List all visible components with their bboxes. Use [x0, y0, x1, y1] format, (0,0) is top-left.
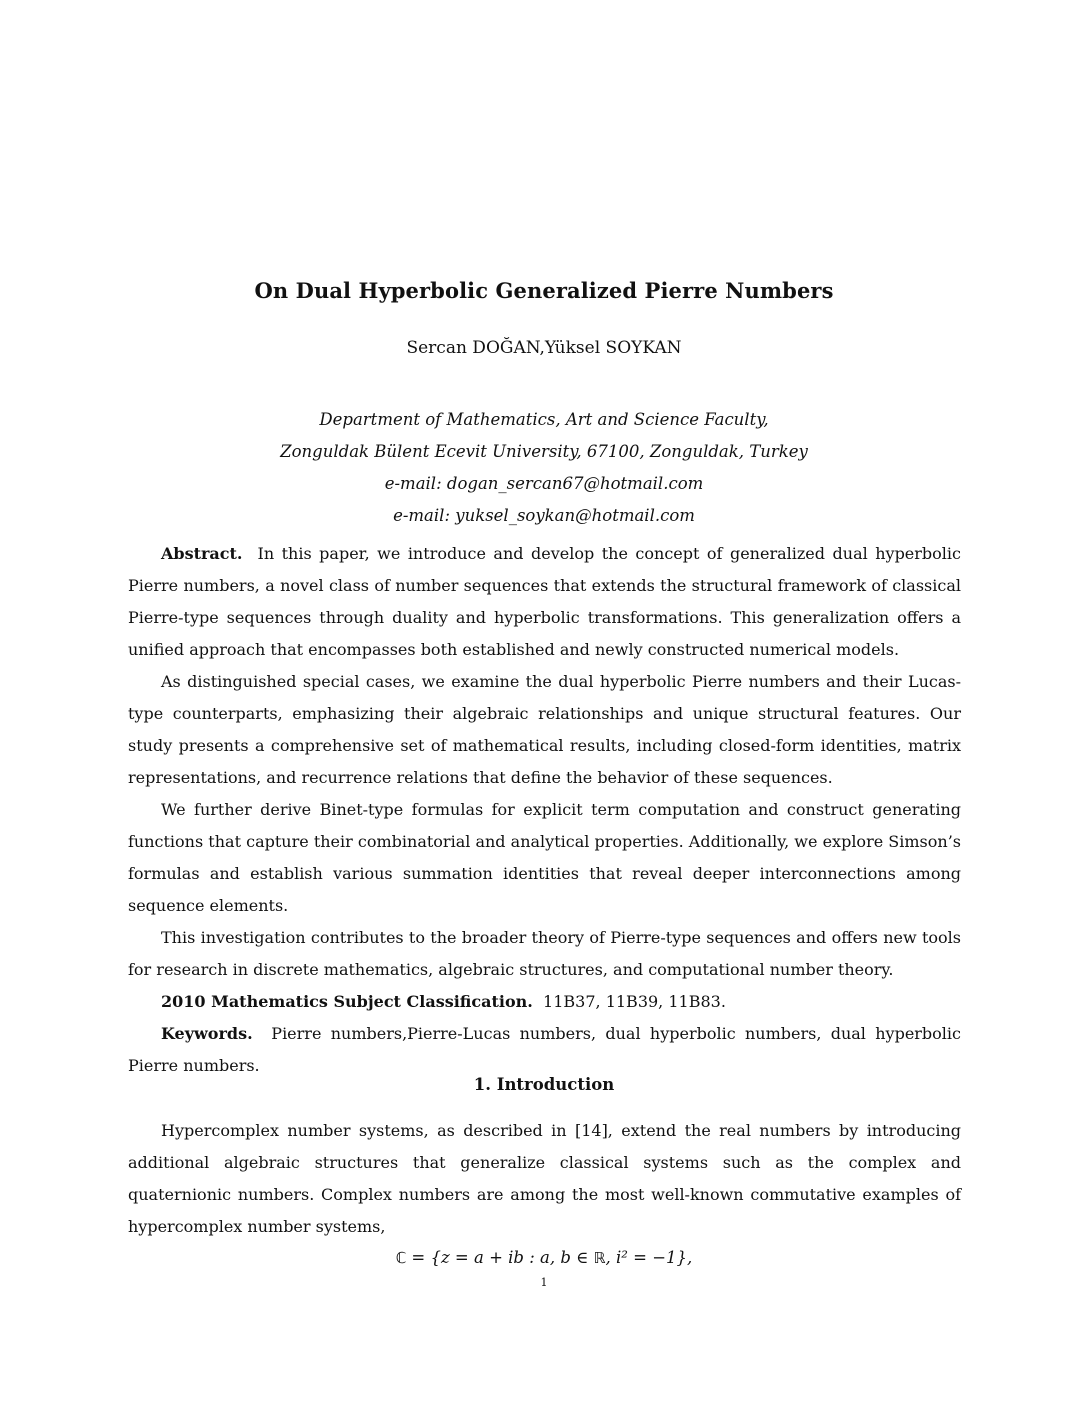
affiliation-department: Department of Mathematics, Art and Science Faculty, — [319, 410, 769, 429]
abstract-text-1: In this paper, we introduce and develop the concept of generalized dual hyperbolic Pierre numbers, a novel class of number sequences that extends the structural framework of classical Pierre-type sequences through duality and hyperbolic transformations. This generalization offers a unified approach that encompasses both established and newly constructed numerical models. — [128, 544, 961, 659]
introduction-paragraph-1: Hypercomplex number systems, as described in [14], extend the real numbers by introducing additional algebraic structures that generalize classical systems such as the complex and quaternionic numbers. Complex numbers are among the most well-known commutative examples of hypercomplex number systems, — [128, 1121, 961, 1236]
msc-label: 2010 Mathematics Subject Classification. — [161, 992, 533, 1011]
keywords-line — [128, 1018, 961, 1082]
formula-tail: , i² = −1}, — [605, 1248, 693, 1267]
author-list: Sercan DOĞAN,Yüksel SOYKAN — [406, 338, 682, 358]
abstract-paragraph-3: We further derive Binet-type formulas for explicit term computation and construct generating functions that capture their combinatorial and analytical properties. Additionally, we explore Simson’s formulas and establish various summation identities that reveal deeper interconnections among sequence elements. — [128, 800, 961, 915]
abstract-paragraph-1 — [128, 538, 961, 666]
abstract-paragraph-2: As distinguished special cases, we examine the dual hyperbolic Pierre numbers and their Lucas-type counterparts, emphasizing their algebraic relationships and unique structural features. Our study presents a comprehensive set of mathematical results, including closed-form identities, matrix representations, and recurrence relations that define the behavior of these sequences. — [128, 672, 961, 787]
abstract-label: Abstract. — [161, 544, 243, 563]
formula-complex-symbol: ℂ — [395, 1249, 407, 1267]
abstract-paragraph-4: This investigation contributes to the broader theory of Pierre-type sequences and offers new tools for research in discrete mathematics, algebraic structures, and computational number theory. — [128, 928, 961, 979]
paper-title: On Dual Hyperbolic Generalized Pierre Numbers — [254, 278, 834, 303]
msc-line — [128, 986, 961, 1018]
introduction-section — [128, 1115, 961, 1243]
keywords-value: Pierre numbers,Pierre-Lucas numbers, dual hyperbolic numbers, dual hyperbolic Pierre numbers. — [128, 1024, 962, 1075]
page-number: 1 — [540, 1276, 548, 1289]
abstract-section — [128, 538, 961, 1082]
affiliation-university: Zonguldak Bülent Ecevit University, 67100, Zonguldak, Turkey — [280, 442, 808, 461]
formula-real-symbol: ℝ — [593, 1249, 606, 1267]
author-email-2: e-mail: yuksel_soykan@hotmail.com — [393, 506, 695, 525]
complex-set-formula — [0, 1248, 1088, 1267]
msc-value: 11B37, 11B39, 11B83. — [543, 992, 726, 1011]
formula-body: = {z = a + ib : a, b ∈ — [406, 1248, 594, 1267]
section-heading-introduction: 1. Introduction — [473, 1075, 615, 1094]
author-email-1: e-mail: dogan_sercan67@hotmail.com — [384, 474, 704, 493]
keywords-label: Keywords. — [161, 1024, 253, 1043]
